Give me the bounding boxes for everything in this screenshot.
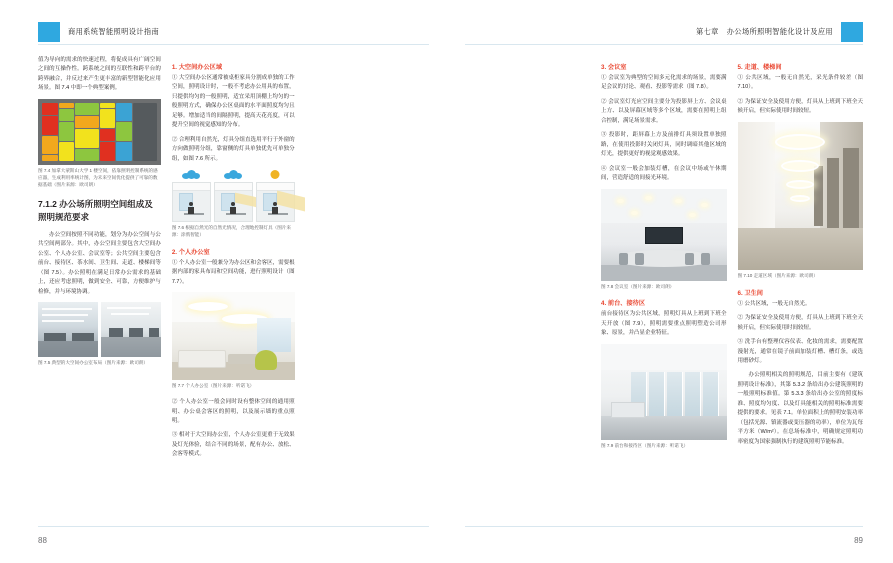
paragraph: ② 为保证安全及使用方便，灯具从上班到下班全天候开启，但实际使用时间较短。 [737,315,863,331]
figure-7-4-caption: 图 7.4 加拿大蒙斯山大学 1 楼空间，依靠照明控制系统的感应器，生成利用率统计图，为未来空间优化提供了可靠的数据基础（图片来源：欧司朗） [38,167,158,187]
paragraph: 前台接待区为公共区域，照明灯具从上班到下班全天开放（图 7.9），照明需要重点照明塑造公司形象、原景，并凸显企业特征。 [601,311,727,337]
right-footer-rule [465,526,864,527]
subheading-private-office: 2. 个人办公室 [171,248,210,256]
right-column-2 [601,56,727,515]
figure-7-10-image [738,122,864,270]
figure-7-5-image [38,302,161,357]
figure-7-5 [38,302,161,367]
figure-7-8-image [601,189,727,281]
paragraph: ③ 洗手台有整理仪容仪表、化妆的需求，需要配置漫射光，通常在镜子前面加装灯槽、槽灯条，或选用磨砂灯。 [737,339,863,364]
right-page-header [696,22,863,42]
left-page-header [38,22,159,42]
figure-7-7-image [172,292,295,380]
figure-7-5-caption: 图 7.5 典型的大空间办公室布局（图片来源：欧司朗） [38,360,149,366]
paragraph: ② 为保证安全及使用方便，灯具从上班到下班全天候开启，但实际使用时间较短。 [737,98,863,115]
cloud-icon-cell [214,169,253,180]
daylight-panel-sunny [256,182,295,222]
left-page-number: 88 [38,536,47,545]
paragraph: ① 公共区域，一般无自然光。 [737,300,811,307]
left-column-2 [172,56,295,515]
header-mark-icon [38,22,60,42]
paragraph: ① 会议室为典型的空间多元化需求的场景，需要满足会议的讨论、观看、投影等需求（图 7.8）。 [601,75,727,91]
figure-7-4-image [38,99,161,165]
figure-7-6-caption: 图 7.6 根据自然光的自然光情况，合理地控制灯具（图片来源：涂鸦智能） [171,225,292,237]
left-columns [38,56,429,515]
sun-icon [271,170,280,179]
sun-icon-cell [256,169,295,180]
left-column-1 [38,56,161,515]
figure-7-7-caption: 图 7.7 个人办公室（图片来源：听诺飞） [171,383,255,389]
left-column-3 [306,56,429,515]
subheading-restroom: 6. 卫生间 [737,289,763,297]
daylight-panel-cloudy [172,182,211,222]
section-heading-7-1-2: 7.1.2 办公场所照明空间组成及照明规范要求 [38,199,153,223]
paragraph: ② 合理利用自然光，灯具分组直选用平行于外窗的方向做照明分组，靠窗侧的灯具单独优先可单独分组，如图 7.6 所示。 [171,136,295,162]
figure-7-8-caption: 图 7.8 会议室（图片来源：欧司朗） [601,283,675,289]
figure-7-10-caption: 图 7.10 走道区域（图片来源：欧司朗） [737,272,818,278]
right-page-number: 89 [854,536,863,545]
floor-plan-heatmap [42,103,157,161]
figure-7-9-image [601,344,727,440]
cloud-icon [182,170,200,179]
right-columns [465,56,864,515]
office-photo-right [101,302,161,357]
figure-7-6 [172,169,295,239]
cloud-icon-cell [172,169,211,180]
paragraph: ③ 相对于大空间办公室，个人办公室更重于无效果及灯光体验，结合不同的场景，配有办公、放松、会客等模式。 [171,432,295,458]
subheading-large-office: 1. 大空间办公区域 [171,64,223,71]
right-header-chapter: 第七章 [696,27,719,36]
paragraph: ① 公共区域，一般无自然光，采光条件较差（图 7.10）。 [737,75,863,91]
paragraph: 值为导向的需求的快速过程，将促成具有广阔空间之间的互操作性。跨系统之间的互联性和跨平台的跨界融合，并反过来产生更丰富的新型智能化应用场景。图 7.4 中即一个典型案例。 [38,57,161,92]
right-header-title: 办公场所照明智能化设计及应用 [726,27,833,36]
figure-7-4 [38,99,161,189]
subheading-corridor: 5. 走道、楼梯间 [737,64,782,71]
subheading-reception: 4. 前台、接待区 [601,300,646,308]
paragraph: ② 会议室灯光应空间主要分为投影屏上方、会议桌上方、以及屏幕区域等多个区域，需要在照明上组合控制，满足场景需求。 [601,98,727,124]
figure-7-9 [601,344,727,450]
right-column-3 [738,56,864,515]
paragraph: ③ 投影时，距屏幕上方及前排灯具须设置单独照路，在使用投影时关闭灯具，同时调暗其他区域的灯光，提供更好的视觉观感效果。 [601,132,727,158]
office-photo-left [38,302,98,357]
figure-7-9-caption: 图 7.9 前台和接待区（图片来源：听诺飞） [601,442,689,448]
subheading-meeting-room: 3. 会议室 [601,64,627,71]
figure-7-7 [172,292,295,390]
left-header-rule [38,44,429,45]
left-footer-rule [38,526,429,527]
weather-icons-row [172,169,295,180]
cloud-icon [224,170,242,179]
right-column-1 [465,56,591,515]
paragraph: ① 个人办公室一般兼分为办公区和会客区，需要根据内部的家具布局和空间功能，进行照明设计（图 7.7）。 [171,259,295,285]
figure-7-8 [601,189,727,291]
daylight-panel-overcast [214,182,253,222]
figure-7-10 [738,122,864,280]
right-header-rule [465,44,864,45]
left-header-text: 商用系统智能照明设计指南 [68,27,160,36]
paragraph: 办公照明相关的照明规范，目前主要有《建筑照明设计标准》，其第 5.3.2 条给出办公建筑照明的一般照明标准值。第 5.3.3 条给出办公室的照度标准、照度均匀度、以及灯具能相关的照明标准需要提供的要求。见表 7.1。单位面积上的照明安装功率（包括光源、镇流器或变压器的功率），单位为瓦每平方米（W/m²）。在总场标准中，明确规定照明功率密度为国家强制执行的建筑照明节能标准。 [737,372,863,445]
paragraph: 办公空间按照不同功能，划分为办公空间与公共空间两部分。其中，办公空间主要包含大空间办公室、个人办公室、会议室等；公共空间主要包含前台、接待区、茶水间、卫生间、走道、楼梯间等（图 7.5）。办公照明在满足日常办公需求的基础上，还应考虑照明，做到安全、可靠，方便维护与检修，并与环境协调。 [38,231,161,295]
paragraph: ① 大空间办公区通常被桌柜家具分割成单独的工作空间，照明设计时，一般不考虑办公用具的布置，只提供均匀的一般照明，适宜采用顶棚上均匀的一般照明方式，确保办公区桌面的水平面照度均匀且足够。增加适当的间隔照明，提高天花亮度，可以提升空间的视觉感知的分布。 [171,75,295,129]
right-page [447,0,893,563]
header-mark-icon [841,22,863,42]
paragraph: ④ 会议室一般会加装灯槽，在会议中场或午休期间，营造舒适的间接光环境。 [601,165,727,182]
paragraph: ② 个人办公室一般会同时设有整体空间的通用照明、办公桌会客区的照明，以及展示墙的重点照明。 [171,399,295,425]
figure-7-6-image [172,182,295,222]
